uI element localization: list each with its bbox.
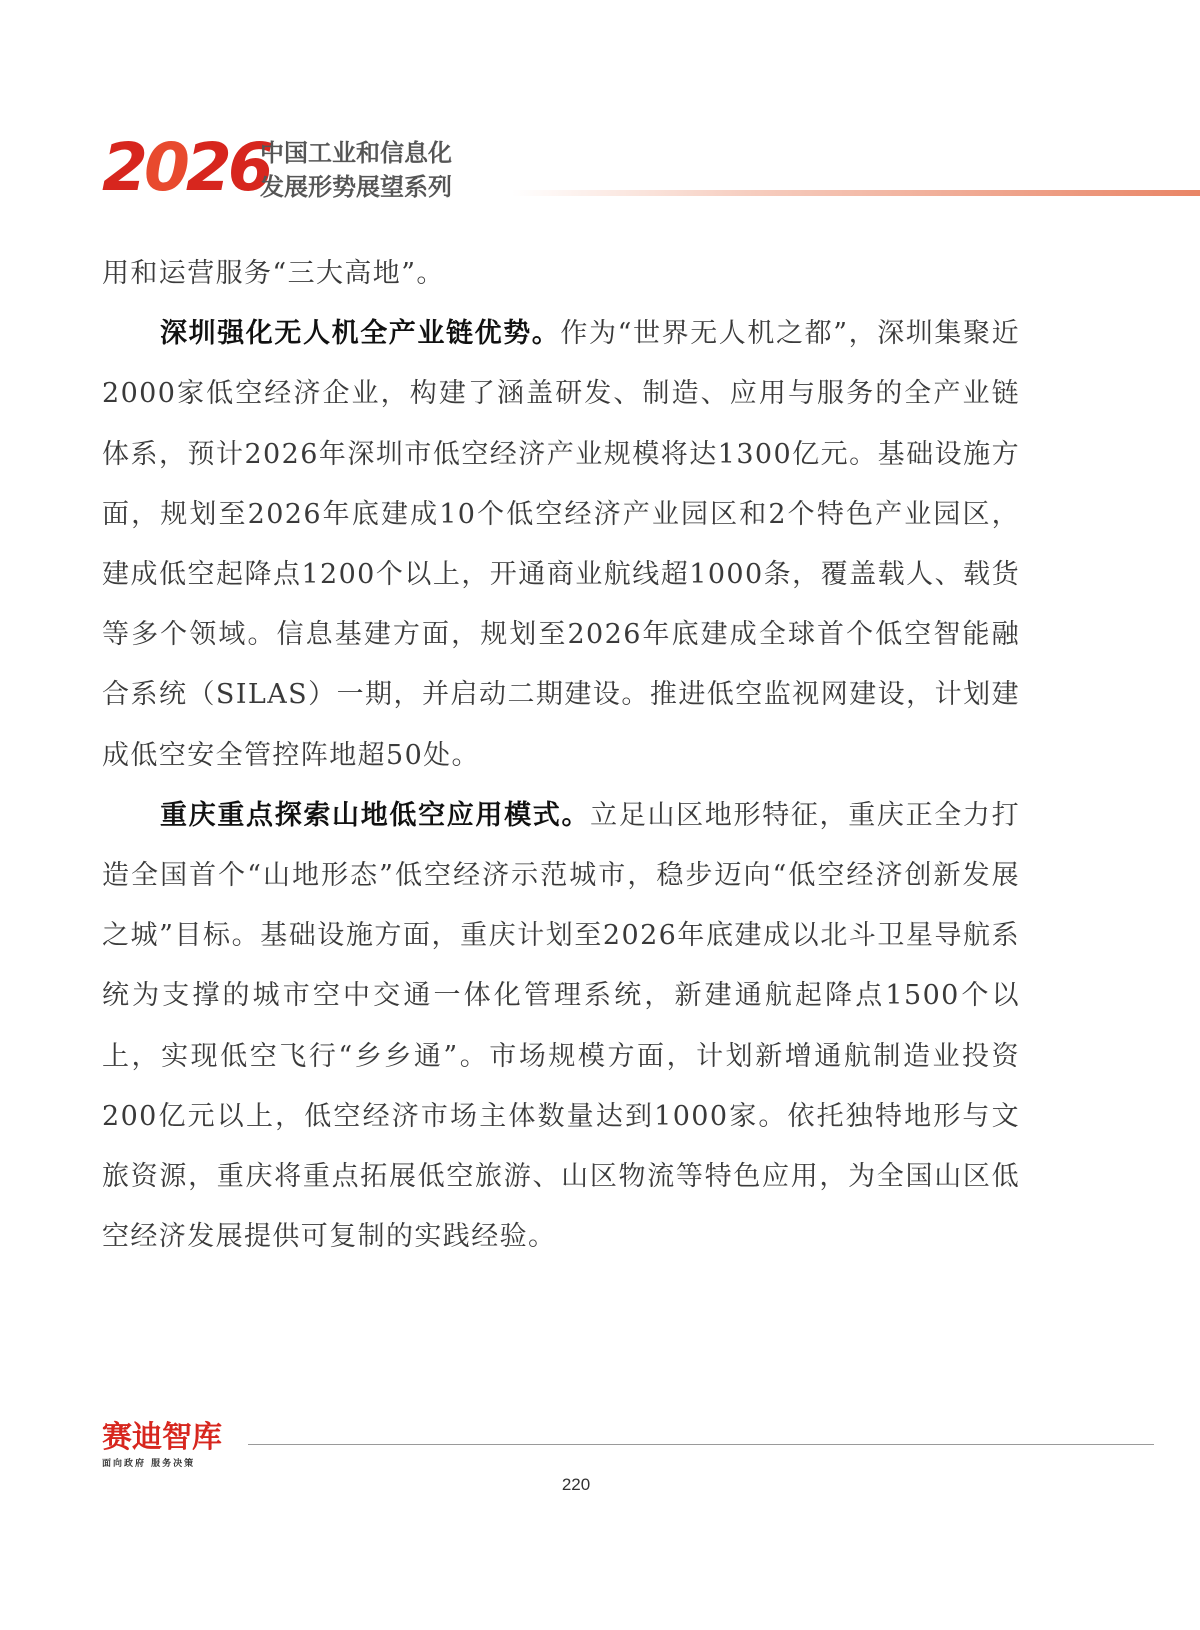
series-title — [260, 136, 452, 204]
year-logo — [102, 128, 270, 208]
year-logo-left: 2 — [102, 129, 144, 206]
paragraph-text: 用和运营服务“三大高地”。 — [102, 258, 445, 289]
series-title-line2: 发展形势展望系列 — [260, 173, 452, 201]
brand-logo: 赛迪智库 — [102, 1420, 222, 1455]
header-accent-bar — [512, 190, 1200, 196]
brand-slogan: 面向政府 服务决策 — [102, 1459, 196, 1469]
series-title-line1: 中国工业和信息化 — [260, 139, 452, 167]
page-header — [102, 129, 1200, 206]
gear-icon: 0 — [143, 129, 186, 206]
paragraph-text: 作为“世界无人机之都”，深圳集聚近2000家低空经济企业，构建了涵盖研发、制造、应用与服务的全产业链体系，预计2026年深圳市低空经济产业规模将达1300亿元。基础设施方面，规划至2026年底建成10个低空经济产业园区和2个特色产业园区，建成低空起降点1200个以上，开通商业航线超1000条，覆盖载人、载货等多个领域。信息基建方面，规划至2026年底建成全球首个低空智能融合系统（SILAS）一期，并启动二期建设。推进低空监视网建设，计划建成低空安全管控阵地超50处。 — [102, 318, 1021, 771]
paragraph-lead: 深圳强化无人机全产业链优势。 — [160, 318, 561, 350]
paragraph-text: 立足山区地形特征，重庆正全力打造全国首个“山地形态”低空经济示范城市，稳步迈向“低空经济创新发展之城”目标。基础设施方面，重庆计划至2026年底建成以北斗卫星导航系统为支撑的城市空中交通一体化管理系统，新建通航起降点1500个以上，实现低空飞行“乡乡通”。市场规模方面，计划新增通航制造业投资200亿元以上，低空经济市场主体数量达到1000家。依托独特地形与文旅资源，重庆将重点拓展低空旅游、山区物流等特色应用，为全国山区低空经济发展提供可复制的实践经验。 — [102, 799, 1021, 1253]
paragraph-lead: 重庆重点探索山地低空应用模式。 — [160, 799, 591, 831]
paragraph-chongqing — [102, 786, 1020, 1268]
body-content — [102, 244, 1020, 1267]
page-number: 220 — [561, 1475, 591, 1494]
paragraph-continued — [102, 244, 1020, 304]
footer-divider — [248, 1444, 1154, 1445]
year-logo-right: 26 — [185, 129, 270, 206]
paragraph-shenzhen — [102, 304, 1020, 786]
page-footer — [102, 1420, 1154, 1480]
